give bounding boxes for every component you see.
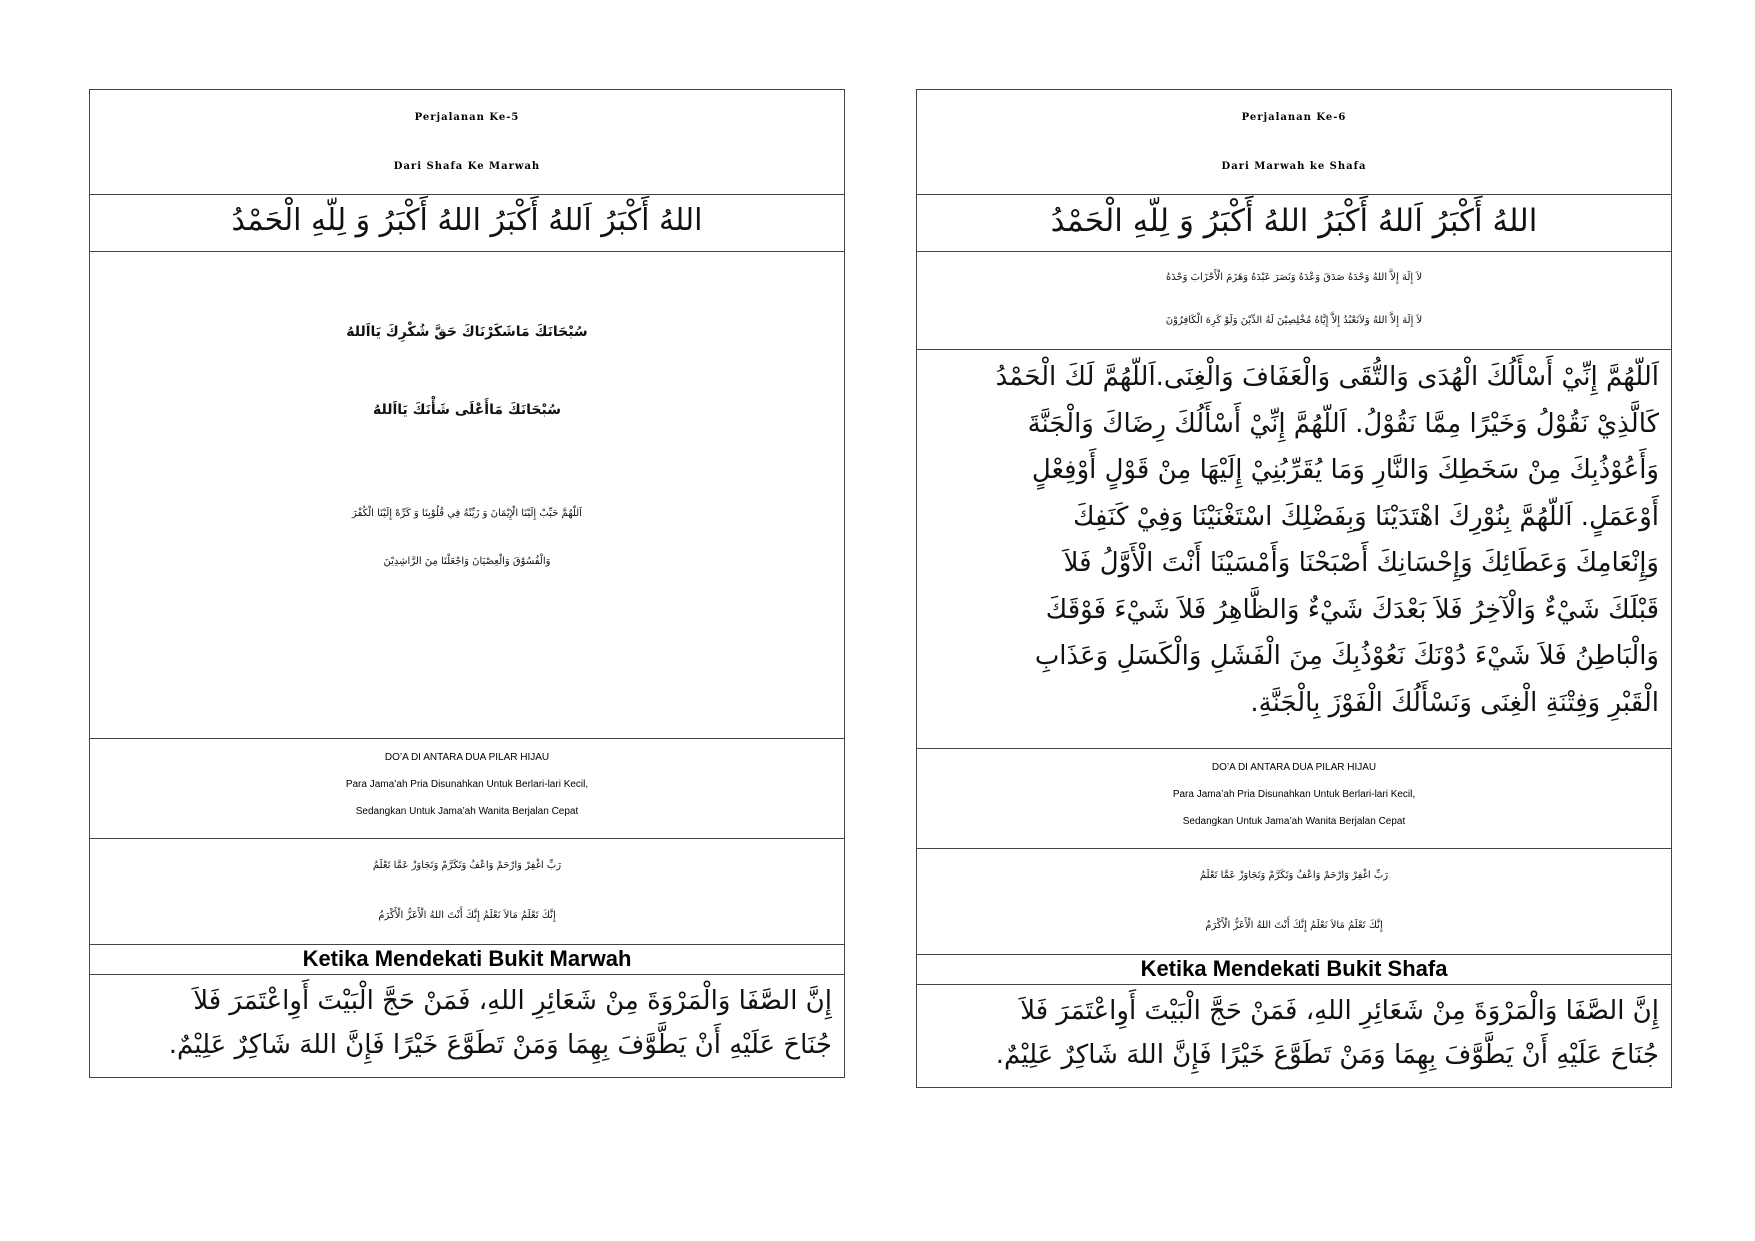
rabbigh-line-2: إِنَّكَ تَعْلَمُ مَالاَ نَعْلَمُ إِنَّكَ أَنْتَ اللهُ الْأَعَزُّ الْأَكْرَمُ	[378, 910, 556, 921]
note-title: DO’A DI ANTARA DUA PILAR HIJAU	[384, 752, 550, 763]
tahlil-row	[917, 251, 1671, 349]
rabbigh-row	[917, 848, 1671, 954]
note-row	[90, 738, 844, 838]
verse-row	[917, 984, 1671, 1089]
takbir-row	[917, 194, 1671, 251]
title-line-2: Dari Shafa Ke Marwah	[393, 161, 541, 172]
dua-line: الْقَبْرِ وَفِتْنَةِ الْغِنَى وَنَسْأَلُكَ الْفَوْزَ بِالْجَنَّةِ.	[1250, 687, 1659, 718]
takbir-row	[90, 194, 844, 251]
note-title: DO’A DI ANTARA DUA PILAR HIJAU	[1211, 762, 1377, 773]
dua-line: كَالَّذِيْ نَقُوْلُ وَخَيْرًا مِمَّا نَقُوْلُ. اَللّهُمَّ إِنِّيْ أَسْأَلُكَ رِضَاكَ وَالْجَنَّةَ	[1027, 408, 1659, 439]
card-perjalanan-6	[916, 89, 1672, 1088]
dua-line-2: وَالْفُسُوْقَ وَالْعِصْيَانَ وَاجْعَلْنَا مِنَ الرَّاشِدِيْنَ	[383, 556, 551, 567]
card-header	[917, 90, 1671, 194]
tahlil-line-1: لاَ إِلَهَ إِلاَّ اللهُ وَحْدَهُ صَدَقَ وَعْدَهُ وَنَصَرَ عَبْدَهُ وَهَزَمَ الْأَحْزَابَ وَحْدَهُ	[1165, 272, 1423, 283]
takbir-text: اللهُ أَكْبَرُ اَللهُ أَكْبَرُ اللهُ أَكْبَرُ وَ لِلّهِ الْحَمْدُ	[231, 203, 703, 238]
card-header	[90, 90, 844, 194]
note-line-2: Sedangkan Untuk Jama’ah Wanita Berjalan Cepat	[355, 806, 579, 817]
rabbigh-line-2: إِنَّكَ تَعْلَمُ مَالاَ نَعْلَمُ إِنَّكَ أَنْتَ اللهُ الْأَعَزُّ الْأَكْرَمُ	[1205, 920, 1383, 931]
takbir-text: اللهُ أَكْبَرُ اَللهُ أَكْبَرُ اللهُ أَكْبَرُ وَ لِلّهِ الْحَمْدُ	[1050, 203, 1538, 239]
rabbigh-line-1: رَبِّ اغْفِرْ وَارْحَمْ وَاعْفُ وَتَكَرَّمْ وَتَجَاوَزْ عَمَّا تَعْلَمُ	[1199, 870, 1389, 881]
tahlil-line-2: لاَ إِلَهَ إِلاَّ اللهُ وَلاَنَعْبُدُ إِلاَّ إِيَّاهُ مُخْلِصِيْنَ لَهُ الدِّيْنَ وَلَوْ كَرِهَ الْكَافِرُوْنَ	[1165, 315, 1423, 326]
dua-line: أَوْعَمَلٍ. اَللّهُمَّ بِنُوْرِكَ اهْتَدَيْنَا وَبِفَضْلِكَ اسْتَغْنَيْنَا وَفِيْ كَنَفِكَ	[1073, 501, 1659, 532]
dua-line: وَأَعُوْذُبِكَ مِنْ سَخَطِكَ وَالنَّارِ وَمَا يُقَرِّبُنِيْ إِلَيْهَا مِنْ قَوْلٍ أَوْفِعْلٍ	[1031, 455, 1659, 485]
card-title	[917, 90, 1671, 191]
dua-line-1: اَللّهُمَّ حَبِّبْ إِلَيْنَا الْإِيْمَانَ وَ زَيِّنْهُ فِي قُلُوْبِنَا وَ كَرِّهْ إِلَيْنَا الْكُفْرَ	[352, 508, 582, 519]
subhanaka-line-2: سُبْحَانَكَ مَاأَعْلَى شَأْنَكَ يَااَللهُ	[372, 402, 561, 418]
approach-label: Ketika Mendekati Bukit Marwah	[302, 946, 632, 971]
note-row	[917, 748, 1671, 848]
approach-row	[90, 944, 844, 974]
verse-line-2: جُنَاحَ عَلَيْهِ أَنْ يَطَّوَّفَ بِهِمَا وَمَنْ تَطَوَّعَ خَيْرًا فَإِنَّ اللهَ شَاكِرٌ عَلِيْمٌ.	[168, 1030, 832, 1060]
card-perjalanan-5	[89, 89, 845, 1078]
card-title	[90, 90, 844, 191]
title-line-2: Dari Marwah ke Shafa	[1221, 161, 1367, 172]
note-line-1: Para Jama’ah Pria Disunahkan Untuk Berlari-lari Kecil,	[345, 779, 589, 790]
subhanaka-line-1: سُبْحَانَكَ مَاشَكَرْنَاكَ حَقَّ شُكْرِكَ يَااَللهُ	[346, 324, 588, 340]
verse-line-1: إِنَّ الصَّفَا وَالْمَرْوَةَ مِنْ شَعَائِرِ اللهِ، فَمَنْ حَجَّ الْبَيْتَ أَوِاعْتَمَرَ فَلاَ	[1020, 996, 1659, 1026]
rabbigh-line-1: رَبِّ اغْفِرْ وَارْحَمْ وَاعْفُ وَتَكَرَّمْ وَتَجَاوَزْ عَمَّا تَعْلَمُ	[372, 860, 562, 871]
dua-line: اَللّهُمَّ إِنِّيْ أَسْأَلُكَ الْهُدَى وَالتُّقَى وَالْعَفَافَ وَالْغِنَى.اَللّهُمَّ لَكَ الْحَمْدُ	[995, 362, 1659, 392]
note-line-2: Sedangkan Untuk Jama’ah Wanita Berjalan Cepat	[1182, 816, 1406, 827]
dua-line: قَبْلَكَ شَيْءٌ وَالْآخِرُ فَلاَ بَعْدَكَ شَيْءٌ وَالظَّاهِرُ فَلاَ شَيْءَ فَوْقَكَ	[1045, 594, 1659, 625]
verse-row	[90, 974, 844, 1079]
title-line-1: Perjalanan Ke-6	[1241, 112, 1347, 123]
title-line-1: Perjalanan Ke-5	[414, 112, 520, 123]
verse-line-1: إِنَّ الصَّفَا وَالْمَرْوَةَ مِنْ شَعَائِرِ اللهِ، فَمَنْ حَجَّ الْبَيْتَ أَوِاعْتَمَرَ فَلاَ	[193, 986, 832, 1016]
dua-line: وَإِنْعَامِكَ وَعَطَائِكَ وَإِحْسَانِكَ أَصْبَحْنَا وَأَمْسَيْنَا أَنْتَ الْأَوَّلُ فَلاَ	[1063, 548, 1659, 578]
note-line-1: Para Jama’ah Pria Disunahkan Untuk Berlari-lari Kecil,	[1172, 789, 1416, 800]
approach-row	[917, 954, 1671, 984]
dua-row	[917, 349, 1671, 748]
subhanaka-row	[90, 251, 844, 738]
dua-line: وَالْبَاطِنُ فَلاَ شَيْءَ دُوْنَكَ نَعُوْذُبِكَ مِنَ الْفَشَلِ وَالْكَسَلِ وَعَذَابِ	[1034, 641, 1659, 671]
rabbigh-row	[90, 838, 844, 944]
verse-line-2: جُنَاحَ عَلَيْهِ أَنْ يَطَّوَّفَ بِهِمَا وَمَنْ تَطَوَّعَ خَيْرًا فَإِنَّ اللهَ شَاكِرٌ عَلِيْمٌ.	[995, 1040, 1659, 1070]
approach-label: Ketika Mendekati Bukit Shafa	[1140, 956, 1448, 981]
